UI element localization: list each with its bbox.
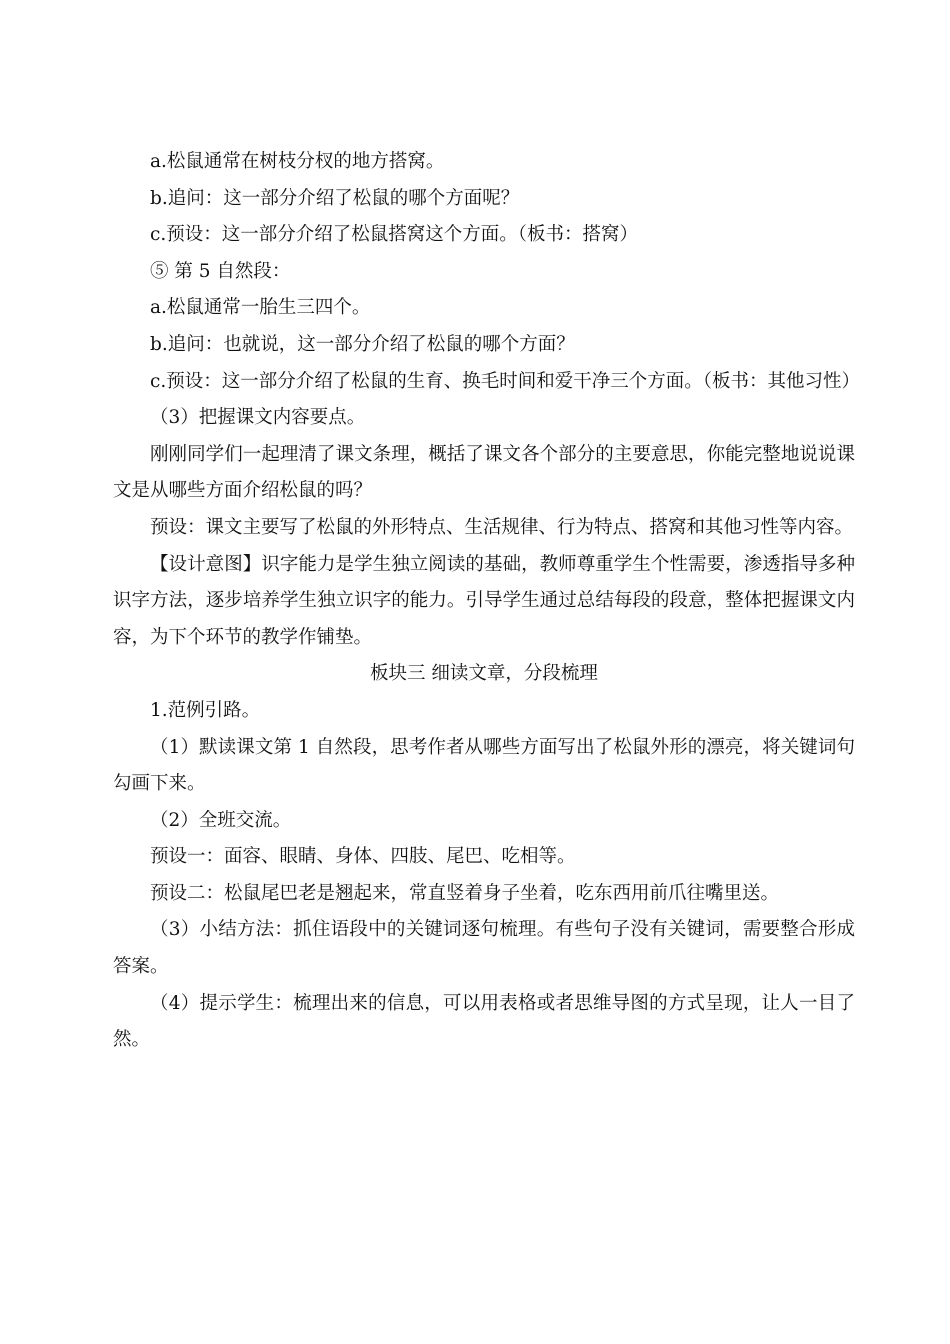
paragraph-section-5-b: b.追问：也就说，这一部分介绍了松鼠的哪个方面？: [150, 333, 575, 355]
paragraph-design-intent: 【设计意图】识字能力是学生独立阅读的基础，教师尊重学生个性需要，渗透指导多种识字方法，逐步培养学生独立识字的能力。引导学生通过总结每段的段意，整体把握课文内容，为下个环节的教学作铺垫。: [113, 553, 855, 648]
paragraph-section-5-heading: ⑤ 第 5 自然段：: [150, 260, 291, 282]
paragraph-step-4: （4）提示学生：梳理出来的信息，可以用表格或者思维导图的方式呈现，让人一目了然。: [113, 992, 855, 1051]
section-heading: 板块三 细读文章，分段梳理: [370, 663, 598, 685]
paragraph-preset-1: 预设一：面容、眼睛、身体、四肢、尾巴、吃相等。: [150, 846, 576, 868]
paragraph-example-guide: 1.范例引路。: [150, 699, 261, 721]
paragraph-step-3: （3）小结方法：抓住语段中的关键词逐句梳理。有些句子没有关键词，需要整合形成答案。: [113, 919, 855, 978]
paragraph-nest-c: c.预设：这一部分介绍了松鼠搭窝这个方面。（板书：搭窝）: [150, 224, 638, 246]
paragraph-nest-a: a.松鼠通常在树枝分杈的地方搭窝。: [150, 151, 445, 172]
paragraph-preset-summary: 预设：课文主要写了松鼠的外形特点、生活规律、行为特点、搭窝和其他习性等内容。: [150, 516, 854, 538]
paragraph-question: 刚刚同学们一起理清了课文条理，概括了课文各个部分的主要意思，你能完整地说说课文是从哪些方面介绍松鼠的吗？: [113, 443, 855, 502]
paragraph-step-2: （2）全班交流。: [150, 809, 292, 831]
paragraph-nest-b: b.追问：这一部分介绍了松鼠的哪个方面呢？: [150, 187, 520, 209]
paragraph-preset-2: 预设二：松鼠尾巴老是翘起来，常直竖着身子坐着，吃东西用前爪往嘴里送。: [150, 882, 780, 904]
paragraph-grasp-key-points: （3）把握课文内容要点。: [150, 407, 366, 429]
document-page: [113, 144, 860, 1059]
paragraph-section-5-c: c.预设：这一部分介绍了松鼠的生育、换毛时间和爱干净三个方面。（板书：其他习性）: [150, 370, 860, 392]
paragraph-step-1: （1）默读课文第 1 自然段，思考作者从哪些方面写出了松鼠外形的漂亮，将关键词句勾画下来。: [113, 736, 855, 795]
paragraph-section-5-a: a.松鼠通常一胎生三四个。: [150, 297, 371, 319]
